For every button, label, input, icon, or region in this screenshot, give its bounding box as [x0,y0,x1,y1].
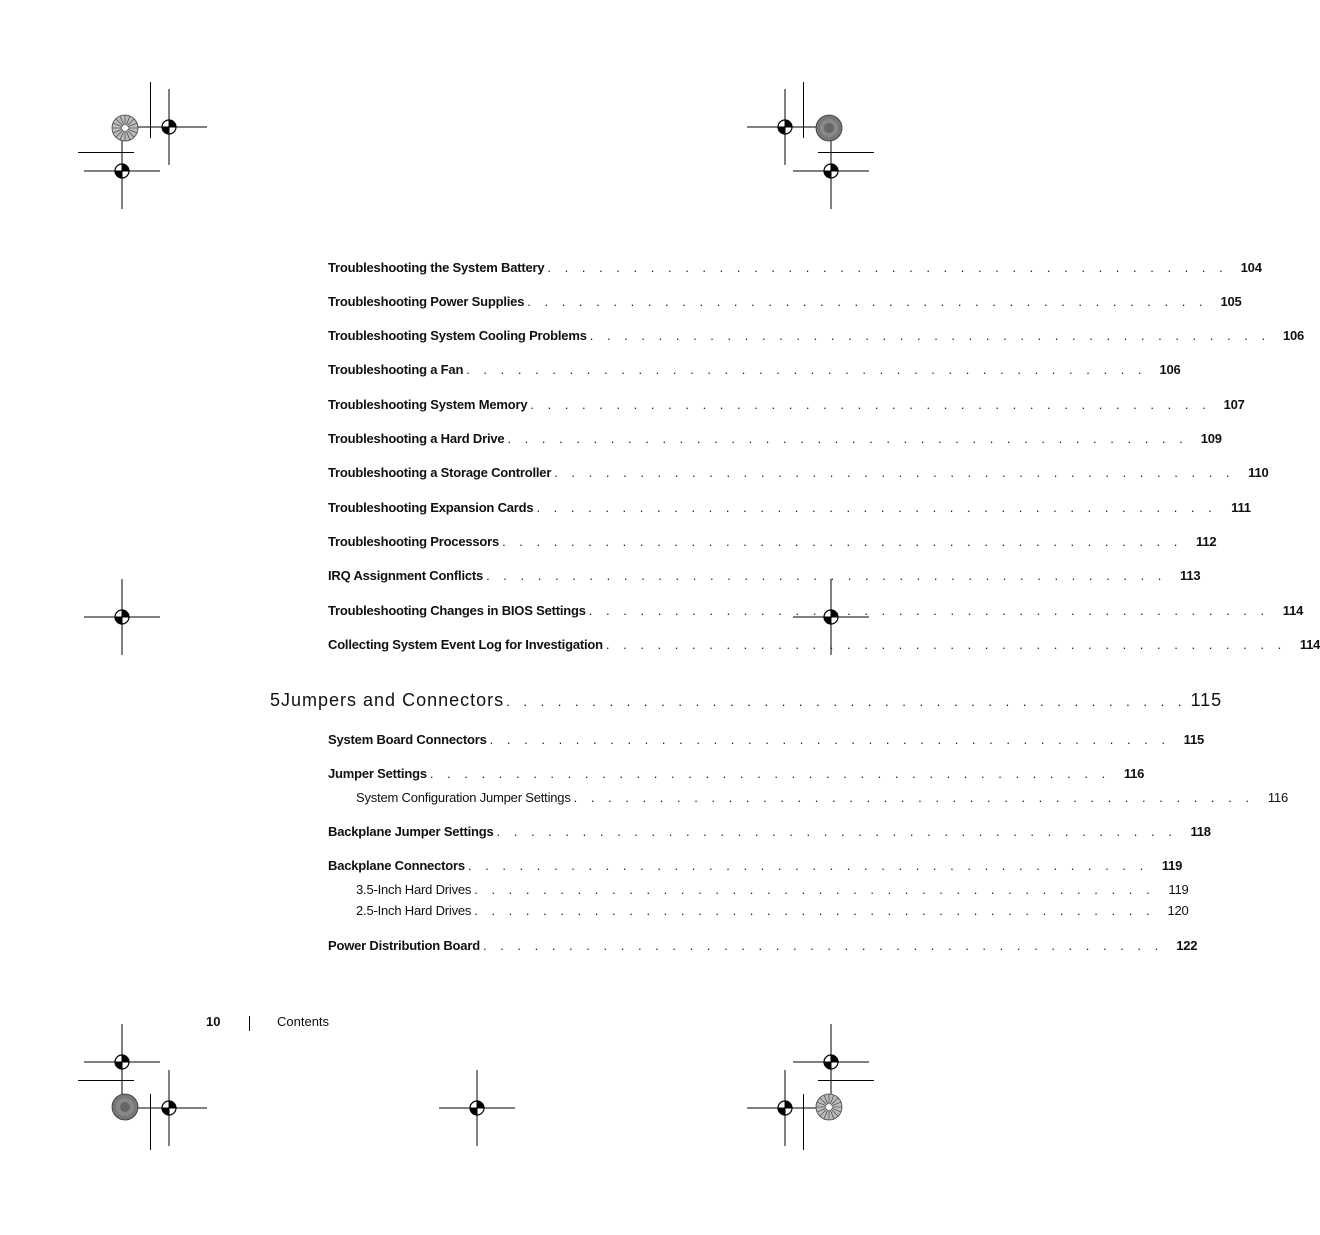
toc-entry-title: Power Distribution Board [328,938,480,953]
toc-entry-page: 112 [1196,534,1217,549]
toc-subentry[interactable] [356,790,1288,810]
toc-entry-title: Troubleshooting a Storage Controller [328,465,552,480]
dot-leader: . . . . . . . . . . . . . . . . . . . . . . . . . . . . . . . . . . . . . . . . [486,568,1167,583]
dot-leader: . . . . . . . . . . . . . . . . . . . . . . . . . . . . . . . . . . . . . . . . [589,328,1271,343]
toc-entry[interactable] [328,362,1181,382]
dot-leader: . . . . . . . . . . . . . . . . . . . . . . . . . . . . . . . . . . . . . . . . [466,362,1147,377]
toc-entry[interactable] [328,732,1205,752]
crop-mark [150,82,151,138]
toc-subentry-title: System Configuration Jumper Settings [356,790,571,805]
toc-entry-page: 106 [1282,328,1305,343]
registration-mark [747,1070,823,1146]
toc-subentry-title: 2.5-Inch Hard Drives [356,903,472,918]
toc-entry[interactable] [328,294,1242,314]
dot-leader: . . . . . . . . . . . . . . . . . . . . . . . . . . . . . . . . . . . . . . . . [573,790,1254,805]
toc-subentry[interactable] [356,882,1189,902]
dot-leader: . . . . . . . . . . . . . . . . . . . . . . . . . . . . . . . . . . . . . . . . [547,260,1228,275]
crop-mark [78,1080,134,1081]
toc-entry-page: 115 [1183,732,1205,747]
toc-entry-title: Troubleshooting System Memory [328,397,528,412]
toc-entry[interactable] [328,766,1145,786]
toc-entry[interactable] [328,465,1269,485]
toc-entry-title: Backplane Jumper Settings [328,824,494,839]
toc-entry-page: 114 [1299,637,1320,652]
registration-mark [131,1070,207,1146]
toc-entry-page: 119 [1161,858,1183,873]
chapter-number: 5 [270,690,282,710]
toc-entry-page: 105 [1220,294,1242,309]
toc-entry-title: Collecting System Event Log for Investigation [328,637,603,652]
registration-mark [84,133,160,209]
dot-leader: . . . . . . . . . . . . . . . . . . . . . . . . . . . . . . . . . . . . . . . . [527,294,1208,309]
toc-entry[interactable] [328,500,1251,520]
toc-entry-title: Troubleshooting Expansion Cards [328,500,534,515]
toc-entry-title: Troubleshooting Changes in BIOS Settings [328,603,586,618]
toc-entry-page: 122 [1176,938,1198,953]
toc-entry-page: 116 [1123,766,1145,781]
crop-mark [78,152,134,153]
toc-entry[interactable] [328,534,1217,554]
toc-entry-page: 118 [1190,824,1211,839]
dot-leader: . . . . . . . . . . . . . . . . . . . . . . . . . . . . . . . . . . . . . . . . [530,397,1211,412]
toc-entry-page: 104 [1240,260,1262,275]
chapter-heading[interactable] [270,690,1223,716]
registration-mark [439,1070,515,1146]
dot-leader: . . . . . . . . . . . . . . . . . . . . . . . . . . . . . . . . . . . . . . . . [496,824,1177,839]
toc-entry-title: Backplane Connectors [328,858,465,873]
dot-leader: . . . . . . . . . . . . . . . . . . . . . . . . . . . . . . . . . . . . . . . . [502,534,1183,549]
printer-rosette-icon [111,1093,139,1121]
toc-entry-title: Troubleshooting a Fan [328,362,464,377]
toc-entry[interactable] [328,397,1245,417]
printer-rosette-icon [815,1093,843,1121]
toc-entry[interactable] [328,260,1262,280]
toc-subentry-page: 120 [1167,903,1189,918]
toc-entry[interactable] [328,603,1304,623]
toc-entry-title: Troubleshooting Processors [328,534,500,549]
toc-entry[interactable] [328,568,1201,588]
toc-entry-page: 114 [1282,603,1304,618]
dot-leader: . . . . . . . . . . . . . . . . . . . . . . . . . . . . . . . . . . . . . . . . [467,858,1149,873]
dot-leader: . . . . . . . . . . . . . . . . . . . . . . . . . . . . . . . . . . . . . . . . [489,732,1171,747]
crop-mark [803,1094,804,1150]
toc-entry-title: Troubleshooting System Cooling Problems [328,328,587,343]
toc-subentry[interactable] [356,903,1189,923]
page-number: 10 [206,1014,221,1029]
toc-entry-title: System Board Connectors [328,732,487,747]
toc-entry[interactable] [328,824,1211,844]
toc-subentry-page: 119 [1168,882,1189,897]
toc-entry-title: Troubleshooting the System Battery [328,260,545,275]
toc-entry-title: Troubleshooting a Hard Drive [328,431,505,446]
toc-entry-title: Jumper Settings [328,766,427,781]
dot-leader: . . . . . . . . . . . . . . . . . . . . . . . . . . . . . . . . . . . . . . . . [605,637,1287,652]
toc-entry-title: Troubleshooting Power Supplies [328,294,525,309]
toc-entry-page: 107 [1223,397,1245,412]
footer-divider [249,1016,250,1031]
dot-leader: . . . . . . . . . . . . . . . . . . . . . . . . . . . . . . . . . . . . . . . . [554,465,1235,480]
toc-entry[interactable] [328,637,1320,657]
dot-leader: . . . . . . . . . . . . . . . . . . . . . . . . . . . . . . . . . . . . . . . . [429,766,1111,781]
toc-entry-page: 110 [1248,465,1269,480]
toc-entry-page: 113 [1180,568,1201,583]
crop-mark [803,82,804,138]
dot-leader: . . . . . . . . . . . . . . . . . . . . . . . . . . . . . . . . . . . . . . . . [474,882,1155,897]
chapter-title: Jumpers and Connectors [281,690,505,710]
crop-mark [818,152,874,153]
toc-entry[interactable] [328,431,1222,451]
toc-entry[interactable] [328,858,1183,878]
toc-entry-page: 106 [1159,362,1181,377]
footer-section-label: Contents [277,1014,330,1029]
dot-leader: . . . . . . . . . . . . . . . . . . . . . . . . . . . . . . . . . . . . . . . . [588,603,1270,618]
toc-entry-page: 109 [1200,431,1222,446]
dot-leader: . . . . . . . . . . . . . . . . . . . . . . . . . . . . . . . . . . . . . . . . [536,500,1217,515]
crop-mark [150,1094,151,1150]
toc-subentry-page: 116 [1267,790,1288,805]
toc-entry[interactable] [328,328,1305,348]
toc-entry-title: IRQ Assignment Conflicts [328,568,484,583]
dot-leader: . . . . . . . . . . . . . . . . . . . . . . . . . . . . . . . . . . . . . . . . [507,431,1188,446]
printer-rosette-icon [815,114,843,142]
toc-subentry-title: 3.5-Inch Hard Drives [356,882,472,897]
dot-leader: . . . . . . . . . . . . . . . . . . . . . . . . . . . . . . . . . . . . . . . . [506,694,1187,709]
crop-mark [818,1080,874,1081]
registration-mark [793,133,869,209]
printer-rosette-icon [111,114,139,142]
toc-entry-page: 111 [1231,500,1251,515]
chapter-page: 115 [1190,690,1223,710]
toc-entry[interactable] [328,938,1198,958]
dot-leader: . . . . . . . . . . . . . . . . . . . . . . . . . . . . . . . . . . . . . . . . [482,938,1164,953]
dot-leader: . . . . . . . . . . . . . . . . . . . . . . . . . . . . . . . . . . . . . . . . [474,903,1155,918]
registration-mark [84,579,160,655]
